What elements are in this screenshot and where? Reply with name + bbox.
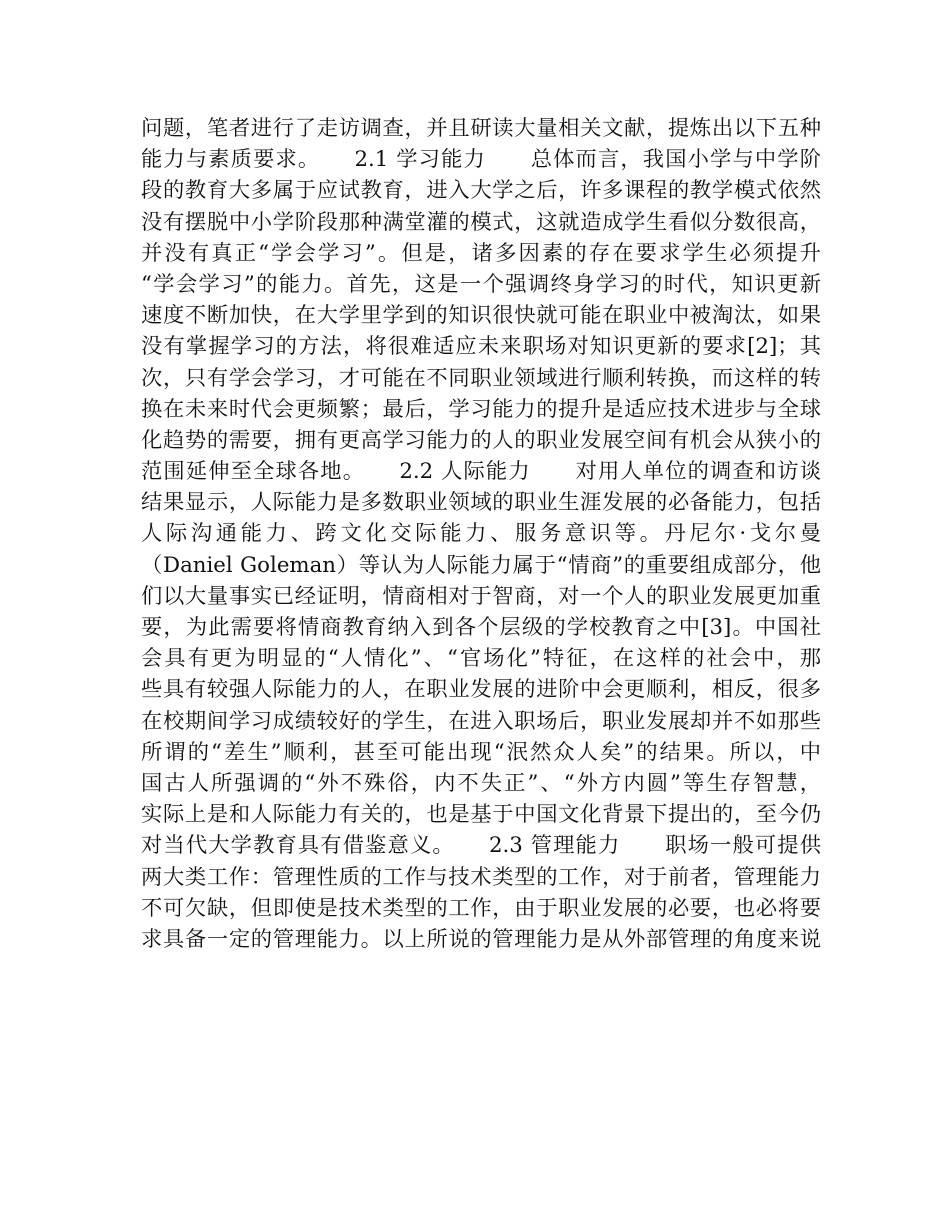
text-line: 们以大量事实已经证明，情商相对于智商，对一个人的职业发展更加重: [141, 583, 821, 609]
text-line: （Daniel Goleman）等认为人际能力属于“情商”的重要组成部分，他: [141, 552, 821, 578]
text-line: 所谓的“差生”顺利，甚至可能出现“泯然众人矣”的结果。所以，中: [141, 739, 821, 765]
text-line: 结果显示，人际能力是多数职业领域的职业生涯发展的必备能力，包括: [141, 490, 821, 516]
text-line: 没有掌握学习的方法，将很难适应未来职场对知识更新的要求[2]；其: [141, 334, 821, 360]
text-line: 实际上是和人际能力有关的，也是基于中国文化背景下提出的，至今仍: [141, 802, 821, 828]
text-line: 些具有较强人际能力的人，在职业发展的进阶中会更顺利，相反，很多: [141, 677, 821, 703]
text-line: 换在未来时代会更频繁；最后，学习能力的提升是适应技术进步与全球: [141, 396, 821, 422]
text-line: 段的教育大多属于应试教育，进入大学之后，许多课程的教学模式依然: [141, 178, 821, 204]
text-line: 在校期间学习成绩较好的学生，在进入职场后，职业发展却并不如那些: [141, 708, 821, 734]
text-line: 没有摆脱中小学阶段那种满堂灌的模式，这就造成学生看似分数很高，: [141, 209, 821, 235]
text-line: 要，为此需要将情商教育纳入到各个层级的学校教育之中[3]。中国社: [141, 615, 821, 640]
text-line: 速度不断加快，在大学里学到的知识很快就可能在职业中被淘汰，如果: [141, 303, 821, 329]
text-line: 问题，笔者进行了走访调查，并且研读大量相关文献，提炼出以下五种: [141, 116, 821, 141]
text-line: 化趋势的需要，拥有更高学习能力的人的职业发展空间有机会从狭小的: [141, 427, 821, 453]
text-line: 会具有更为明显的“人情化”、“官场化”特征，在这样的社会中，那: [141, 646, 821, 672]
text-line: 两大类工作：管理性质的工作与技术类型的工作，对于前者，管理能力: [141, 864, 821, 890]
text-line: 范围延伸至全球各地。 2.2 人际能力 对用人单位的调查和访谈: [141, 459, 821, 485]
text-line: 人际沟通能力、跨文化交际能力、服务意识等。丹尼尔·戈尔曼: [141, 521, 821, 547]
text-line: 求具备一定的管理能力。以上所说的管理能力是从外部管理的角度来说: [141, 926, 821, 952]
text-line: 次，只有学会学习，才可能在不同职业领域进行顺利转换，而这样的转: [141, 365, 821, 391]
text-line: 对当代大学教育具有借鉴意义。 2.3 管理能力 职场一般可提供: [141, 833, 821, 859]
text-line: 不可欠缺，但即使是技术类型的工作，由于职业发展的必要，也必将要: [141, 895, 821, 921]
text-line: 并没有真正“学会学习”。但是，诸多因素的存在要求学生必须提升: [141, 240, 821, 266]
body-text: [141, 113, 821, 955]
text-line: 能力与素质要求。 2.1 学习能力 总体而言，我国小学与中学阶: [141, 147, 821, 173]
text-line: “学会学习”的能力。首先，这是一个强调终身学习的时代，知识更新: [141, 271, 821, 297]
text-line: 国古人所强调的“外不殊俗，内不失正”、“外方内圆”等生存智慧，: [141, 770, 821, 796]
